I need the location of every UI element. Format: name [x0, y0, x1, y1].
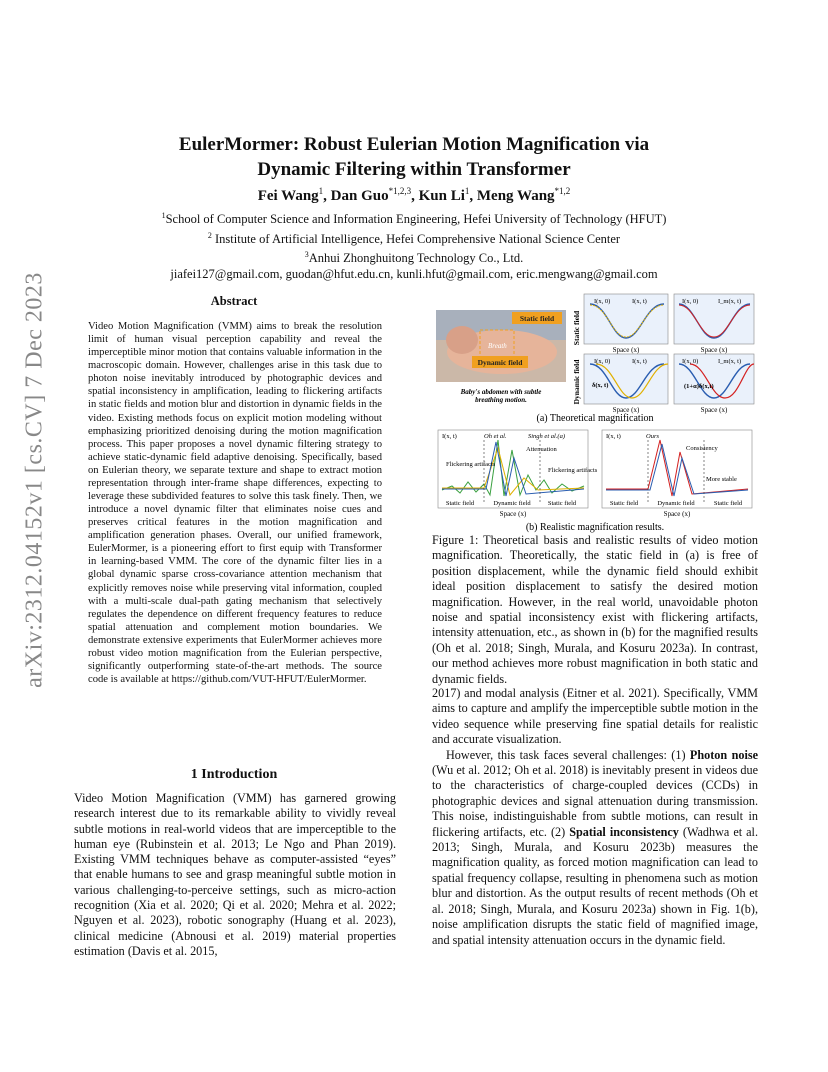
svg-text:Space (x): Space (x): [700, 406, 728, 414]
affiliation: $^1$School of Computer Science and Information Engineering, Hefei University of Technology (HFUT): [161, 211, 667, 227]
svg-text:I(x, t): I(x, t): [442, 433, 457, 440]
annot-consistency: Consistency: [686, 445, 718, 452]
affiliation: $^3$Anhui Zhonghuitong Technology Co., Ltd.: [304, 250, 524, 266]
row-label-dynamic: Dynamic field: [572, 359, 581, 405]
row-label-static: Static field: [572, 310, 581, 346]
svg-text:Space (x): Space (x): [499, 510, 527, 518]
region-dynamic: Dynamic field: [493, 500, 531, 507]
emails: jiafei127@gmail.com, guodan@hfut.edu.cn, kunli.hfut@gmail.com, eric.mengwang@gmail.com: [170, 266, 658, 281]
svg-text:Space (x): Space (x): [663, 510, 691, 518]
annot-flicker: Flickering artifacts: [446, 461, 496, 468]
subcaption-b: (b) Realistic magnification results.: [525, 522, 665, 533]
photo-caption-line2: breathing motion.: [475, 396, 527, 404]
title-line-2: Dynamic Filtering within Transformer: [257, 159, 571, 180]
svg-text:Flickering artifacts: Flickering artifacts: [548, 467, 598, 474]
affiliations: [0, 208, 828, 282]
axis-space-label: Space (x): [612, 346, 640, 354]
theory-panel-static-left: [584, 294, 668, 344]
svg-text:Static field: Static field: [713, 500, 743, 507]
title-line-1: EulerMormer: Robust Eulerian Motion Magnification via: [178, 134, 650, 155]
svg-text:I(x, 0): I(x, 0): [682, 358, 699, 365]
svg-text:Static field: Static field: [547, 500, 577, 507]
baby-photo: [436, 310, 566, 404]
photo-label-breath: Breath: [488, 342, 507, 350]
theory-panel-dynamic-right: [674, 354, 754, 404]
realistic-panel-ours: [602, 430, 752, 508]
right-column-body: [432, 686, 758, 948]
svg-text:I(x, 0): I(x, 0): [594, 358, 611, 365]
figure-1: [432, 290, 758, 535]
realistic-panel-baselines: [438, 430, 598, 508]
svg-text:I_m(x, t): I_m(x, t): [718, 358, 742, 365]
svg-text:Space (x): Space (x): [700, 346, 728, 354]
author: Fei Wang: [257, 188, 319, 204]
photo-caption-line1: Baby's abdomen with subtle: [460, 388, 542, 396]
legend-i0: I(x, 0): [594, 298, 611, 305]
svg-text:I(x, 0): I(x, 0): [682, 298, 699, 305]
section-heading-introduction: 1 Introduction: [190, 767, 278, 782]
svg-text:Static field: Static field: [609, 500, 639, 507]
theory-panel-static-right: [674, 294, 754, 344]
author-list: Fei Wang$^1$, Dan Guo$^{*1,2,3}$, Kun Li$^1$, Meng Wang$^{*1,2}$: [257, 186, 571, 204]
subcaption-a: (a) Theoretical magnification: [536, 413, 654, 424]
introduction-body: Video Motion Magnification (VMM) has garnered growing research interest due to its remarkable ability to vividly reveal subtle motions in real-world videos that are imperceptible to the human eye (Rubinstein et al. 2013; Le Ngo and Phan 2019). Existing VMM techniques behave as computer-assisted “eyes” that enable humans to see and grasp meaningful subtle motion in various challenging-to-perceive settings, such as micro-action recognition (Xia et al. 2020; Qi et al. 2020; Mehra et al. 2022; Nguyen et al. 2023), robotic sonography (Huang et al. 2023), clinical medicine (Abnousi et al. 2019) material properties estimation (Davis et al. 2015,: [74, 791, 396, 958]
paragraph: 2017) and modal analysis (Eitner et al. 2021). Specifically, VMM aims to capture and amplify the imperceptible subtle motion in the video sequence while preserving fine spatial details for realistic and accurate visualization.: [432, 686, 758, 747]
author: Meng Wang: [476, 188, 555, 204]
arxiv-stamp: arXiv:2312.04152v1 [cs.CV] 7 Dec 2023: [21, 272, 48, 688]
legend-ours: Ours: [646, 433, 660, 440]
annot-more-stable: More stable: [706, 476, 737, 483]
svg-text:I(x, t): I(x, t): [606, 433, 621, 440]
abstract-heading: Abstract: [210, 294, 258, 308]
theory-panel-dynamic-left: [584, 354, 668, 404]
figure-graphic: [432, 290, 758, 535]
annot-alpha: (1+α)δ(x,t): [684, 383, 714, 390]
annot-attenuation: Attenuation: [526, 446, 557, 453]
affiliation: $^2$ Institute of Artificial Intelligence, Hefei Comprehensive National Science Center: [207, 230, 621, 246]
svg-text:I(x, t): I(x, t): [632, 358, 647, 365]
legend-im: I_m(x, t): [718, 298, 742, 305]
annot-delta: δ(x, t): [592, 382, 609, 389]
author: Dan Guo: [330, 188, 389, 204]
region-static: Static field: [445, 500, 475, 507]
paragraph: However, this task faces several challenges: (1) Photon noise (Wu et al. 2012; Oh et al. 2018) is inevitably present in videos due to the characteristics of charge-coupled devices (CCDs) in photographic devices and signal attenuation during transmission. This noise, indistinguishable from subtle motions, can result in flickering artifacts, etc. (2) Spatial inconsistency (Wadhwa et al. 2013; Singh, Murala, and Kosuru 2023b) measures the magnification quality, as forced motion magnification can lead to spatial frequency collapse, resulting in phenomena such as motion blur and distortion. As the output results of recent methods (Oh et al. 2018; Singh, Murala, and Kosuru 2023a) shown in Fig. 1(b), noise amplification disrupts the static field of magnified image, and spatial intensity attenuation occurs in the dynamic field.: [432, 747, 758, 947]
paper-title: [0, 132, 828, 182]
svg-text:Dynamic field: Dynamic field: [657, 500, 695, 507]
author: Kun Li: [418, 188, 465, 204]
svg-text:Space (x): Space (x): [612, 406, 640, 414]
photo-label-dynamic: Dynamic field: [477, 358, 523, 367]
figure-1-caption: Figure 1: Theoretical basis and realistic results of video motion magnification. Theoretically, the static field in (a) is free of position displacement, while the dynamic field should exhibit ideal position displacement to satisfy the desired motion magnification. However, in the real world, unavoidable photon noise and spatial inconsistency exist with flickering artifacts, intensity attenuation, etc., as shown in (b) for the magnified results (Oh et al. 2018; Singh, Murala, and Kosuru 2023a). In contrast, our method achieves more robust magnification in both static and dynamic fields.: [432, 533, 758, 686]
legend-singh: Singh et al.(a): [528, 433, 566, 440]
legend-it: I(x, t): [632, 298, 647, 305]
abstract-body: Video Motion Magnification (VMM) aims to break the resolution limit of human visual perception capability and reveal the imperceptible minor motion that contains valuable information in the macroscopic domain. However, challenges arise in this task due to photon noise inevitably introduced by photographic devices and spatial inconsistency in amplification, leading to flickering artifacts in static fields and motion blur and distortion in dynamic fields in the video. Existing methods focus on explicit motion modeling without emphasizing prioritized denoising during the motion magnification process. This paper proposes a novel dynamic filtering strategy to achieve static-dynamic field adaptive denoising. Specifically, based on Eulerian theory, we separate texture and shape to extract motion representation through inter-frame shape differences, expecting to leverage these subdivided features to solve this task finely. Then, we introduce a novel dynamic filter that eliminates noise cues and preserves critical features in the motion magnification and amplification generation phases. Overall, our unified framework, EulerMormer, is a pioneering effort to first equip with Transformer in learning-based VMM. The core of the dynamic filter lies in a global dynamic sparse cross-covariance attention mechanism that explicitly removes noise while preserving vital information, coupled with a multi-scale dual-path gating mechanism that selectively regulates the dependence on different frequency features to reduce spatial attenuation and complement motion boundaries. We demonstrate extensive experiments that EulerMormer achieves more robust video motion magnification from the Eulerian perspective, significantly outperforming state-of-the-art methods. The source code is available at https://github.com/VUT-HFUT/EulerMormer.: [88, 321, 382, 686]
photo-label-static: Static field: [519, 314, 555, 323]
legend-oh: Oh et al.: [484, 433, 507, 440]
